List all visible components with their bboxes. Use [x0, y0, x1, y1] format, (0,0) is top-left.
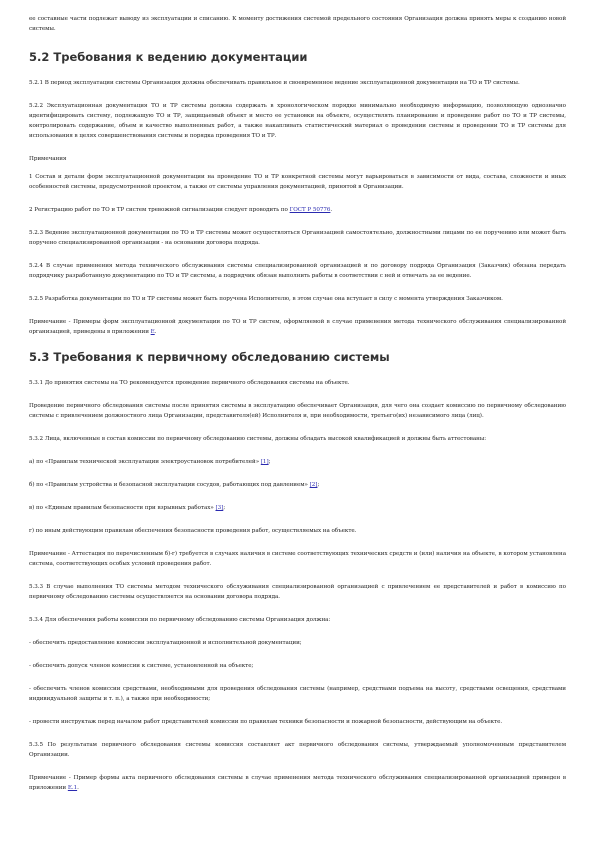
ref-3-link[interactable]: [3]	[215, 505, 224, 511]
note-1: 1 Состав и детали форм эксплуатационной документации на проведение ТО и ТР конкретной системы могут варьироваться в зависимости от вида, состава, сложности и иных особенностей системы, предусмотренной проектом, а также от системы управления документацией, принятой в Организации.	[29, 174, 566, 190]
intro-paragraph: ее составные части подлежат выводу из эксплуатации и списанию. К моменту достижения системой предельного состояния Организация должна принять меры к созданию новой системы.	[29, 16, 566, 32]
note-2-text: 2 Регистрацию работ по ТО и ТР систем тревожной сигнализации следует проводить по	[29, 207, 290, 213]
list-item-c	[29, 503, 566, 513]
note-5	[29, 773, 566, 793]
note-4: Примечание - Аттестация по перечисленным б)-г) требуется в случаях наличия в системе соответствующих технических средств и (или) наличия на объекте, в котором установлена система, соответствующих особых условий проведения работ.	[29, 551, 566, 567]
paragraph-commission: Проведение первичного обследования системы после принятия системы в эксплуатацию обеспечивает Организация, для чего она создает комиссию по первичному обследованию системы с привлечением должностного лица Организации, представителя(ей) Исполнителя и, при необходимости, третьего(их) независимого лица (лиц).	[29, 403, 566, 419]
paragraph-5-3-4: 5.3.4 Для обеспечения работы комиссии по первичному обследованию системы Организация должна:	[29, 617, 331, 623]
document-page	[29, 14, 566, 806]
list-item-b-end: ;	[317, 482, 320, 488]
ref-2-link[interactable]: [2]	[309, 482, 318, 488]
section-heading-5-2: 5.2 Требования к ведению документации	[29, 50, 308, 64]
paragraph-5-3-2: 5.3.2 Лица, включенные в состав комиссии по первичному обследованию системы, должны обладать высокой квалификацией и должны быть аттестованы:	[29, 436, 487, 442]
list-item-a	[29, 457, 566, 467]
list-item-b	[29, 480, 566, 490]
note-5-text: Примечание - Пример формы акта первичного обследования системы в случае применения метода технического обслуживания специализированной организацией приведен в приложении	[29, 775, 566, 791]
bullet-item-2: - обеспечить допуск членов комиссии к системе, установленной на объекте;	[29, 663, 254, 669]
list-item-c-end: ;	[223, 505, 226, 511]
list-item-a-end: ;	[268, 459, 271, 465]
paragraph-5-3-1: 5.3.1 До принятия системы на ТО рекомендуется проведение первичного обследования системы на объекте.	[29, 380, 350, 386]
note-3	[29, 317, 566, 337]
section-heading-5-3: 5.3 Требования к первичному обследованию системы	[29, 350, 390, 364]
list-item-d: г) по иным действующим правилам обеспечения безопасности проведения работ, осуществляемых на объекте.	[29, 528, 357, 534]
bullet-item-4: - провести инструктаж перед началом работ представителей комиссии по правилам техники безопасности и пожарной безопасности, действующим на объекте.	[29, 719, 503, 725]
paragraph-5-2-1: 5.2.1 В период эксплуатации системы Организация должна обеспечивать правильное и своевременное ведение эксплуатационной документации на ТО и ТР системы.	[29, 80, 520, 86]
appendix-e-link[interactable]: Е	[150, 329, 155, 335]
list-item-b-text: б) по «Правилам устройства и безопасной эксплуатации сосудов, работающих под давлением»	[29, 482, 310, 488]
bullet-item-1: - обеспечить предоставление комиссии эксплуатационной и исполнительной документации;	[29, 640, 302, 646]
list-item-a-text: а) по «Правилам технической эксплуатации электроустановок потребителей»	[29, 459, 261, 465]
note-3-text: Примечание - Примеры форм эксплуатационной документации по ТО и ТР систем, оформляемой в случае применения метода технического обслуживания специализированной организацией, приведены в приложении	[29, 319, 566, 335]
list-item-c-text: в) по «Единым правилам безопасности при взрывных работах»	[29, 505, 216, 511]
note-2	[29, 205, 566, 215]
bullet-item-3: - обеспечить членов комиссии средствами, необходимыми для проведения обследования системы (например, средствами подъема на высоту, средствами освещения, средствами индивидуальной защиты и т. п.), а также при необходимости;	[29, 686, 566, 702]
note-5-end: .	[77, 785, 79, 791]
note-3-end: .	[154, 329, 157, 335]
paragraph-5-2-5: 5.2.5 Разработка документации по ТО и ТР системы может быть поручена Исполнителю, в этом случае она вступает в силу с момента утверждения Заказчиком.	[29, 296, 503, 302]
note-2-end: .	[330, 207, 333, 213]
appendix-e1-link[interactable]: Е.1	[67, 785, 78, 791]
gost-link[interactable]: ГОСТ Р 50776	[289, 207, 331, 213]
paragraph-5-2-2: 5.2.2 Эксплуатационная документация ТО и ТР системы должна содержать в хронологическом порядке минимально необходимую информацию, позволяющую однозначно идентифицировать систему, подлежащую ТО и ТР, защищаемый объект и место ее установки на объекте, осуществлять планирование и проведение работ по ТО и ТР системы, контролировать содержание, объем и качество выполненных работ, а также накапливать статистический материал о проведении системы и проведении ТО и ТР системы для использования в целях совершенствования системы и порядка проведения ТО и ТР.	[29, 103, 566, 139]
paragraph-5-2-3: 5.2.3 Ведение эксплуатационной документации по ТО и ТР системы может осуществляться Организацией самостоятельно, должностными лицами по ее поручению или может быть поручено специализированной организации - на основании договора подряда.	[29, 230, 566, 246]
paragraph-5-2-4: 5.2.4 В случае применения метода технического обслуживания системы специализированной организацией и по договору подряда Организация (Заказчик) обязана передать подрядчику разработанную документацию по ТО и ТР системы, а подрядчик обязан выполнить работы в соответствии с ней и отвечать за ее ведение.	[29, 263, 566, 279]
paragraph-5-3-3: 5.3.3 В случае выполнения ТО системы методом технического обслуживания специализированной организацией с привлечением ее представителей и работ в комиссию по первичному обследованию системы осуществляется на основании договора подряда.	[29, 584, 566, 600]
paragraph-5-3-5: 5.3.5 По результатам первичного обследования системы комиссия составляет акт первичного обследования системы, утверждаемый уполномоченным представителем Организации.	[29, 742, 566, 758]
ref-1-link[interactable]: [1]	[260, 459, 269, 465]
notes-title: Примечания	[29, 156, 67, 162]
